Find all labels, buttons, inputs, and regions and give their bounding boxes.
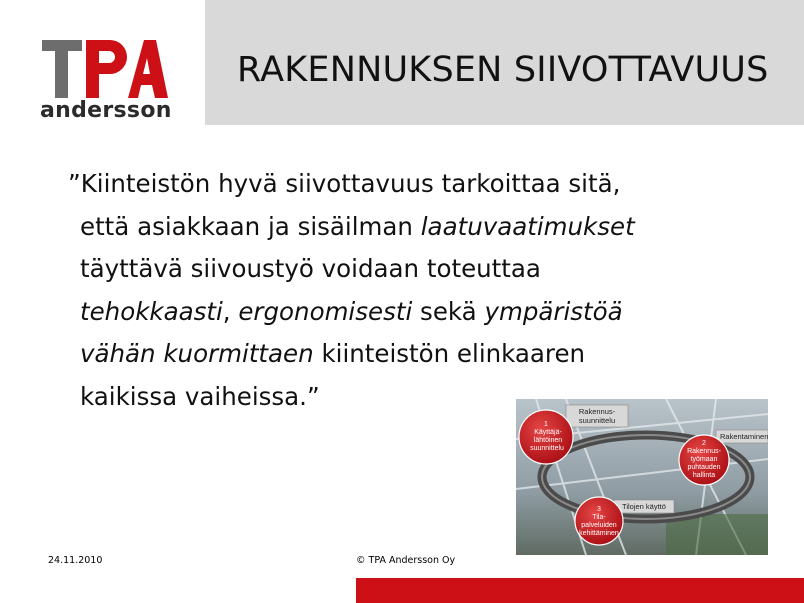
step-3-line1: Tila- <box>592 514 606 521</box>
quote-line-1: ”Kiinteistön hyvä siivottavuus tarkoittaa sitä, <box>68 169 621 198</box>
quote-line-3: täyttävä siivoustyö voidaan toteuttaa <box>80 254 541 283</box>
lifecycle-diagram <box>516 399 768 555</box>
quote-emphasis: ympäristöä <box>484 296 623 326</box>
slide-title: RAKENNUKSEN SIIVOTTAVUUS <box>237 50 769 90</box>
step-1-line3: suunnittelu <box>530 445 564 452</box>
quote-emphasis: ergonomisesti <box>238 296 413 326</box>
logo-wordmark: andersson <box>40 98 172 123</box>
step-2-line3: puhtauden <box>687 464 721 471</box>
title-band <box>205 0 804 125</box>
step-3-circle <box>575 497 623 545</box>
box-rakennussuunnittelu-line2: suunnittelu <box>578 416 616 425</box>
quote-line-5 <box>68 333 768 376</box>
quote-line-2 <box>68 206 768 249</box>
footer-copyright: © TPA Andersson Oy <box>356 555 456 566</box>
footer-date: 24.11.2010 <box>48 555 103 566</box>
tpa-logo-mark <box>40 40 168 98</box>
step-3-line3: kehittäminen <box>579 530 619 537</box>
quote-text-span: että asiakkaan ja sisäilman <box>80 211 421 241</box>
step-2-line1: Rakennus- <box>687 448 721 455</box>
box-rakentaminen-label: Rakentaminen <box>720 432 768 441</box>
quote-text-span: , <box>222 296 239 326</box>
box-rakennussuunnittelu-line1: Rakennus- <box>578 407 616 416</box>
footer-red-bar <box>356 578 804 603</box>
quote-line-4 <box>68 291 768 334</box>
step-2-number: 2 <box>702 440 706 447</box>
quote-text-span: sekä <box>412 296 485 326</box>
quote-emphasis: tehokkaasti <box>80 296 223 326</box>
step-1-number: 1 <box>544 421 548 428</box>
company-logo <box>0 0 205 125</box>
step-3-number: 3 <box>597 506 601 513</box>
quote-text-span: kiinteistön elinkaaren <box>313 339 586 368</box>
step-1-line2: lähtöinen <box>533 437 563 444</box>
step-1-line1: Käyttäjä- <box>534 429 562 436</box>
quote-line-6: kaikissa vaiheissa.” <box>80 381 320 411</box>
step-2-line4: hallinta <box>692 472 716 479</box>
quote-emphasis: vähän kuormittaen <box>80 339 314 368</box>
step-2-line2: työmaan <box>690 456 718 463</box>
quote-text <box>68 163 768 418</box>
step-3-line2: palveluiden <box>581 522 617 529</box>
box-tilojen-kaytto-label: Tilojen käyttö <box>622 502 666 511</box>
quote-emphasis: laatuvaatimukset <box>420 211 635 241</box>
